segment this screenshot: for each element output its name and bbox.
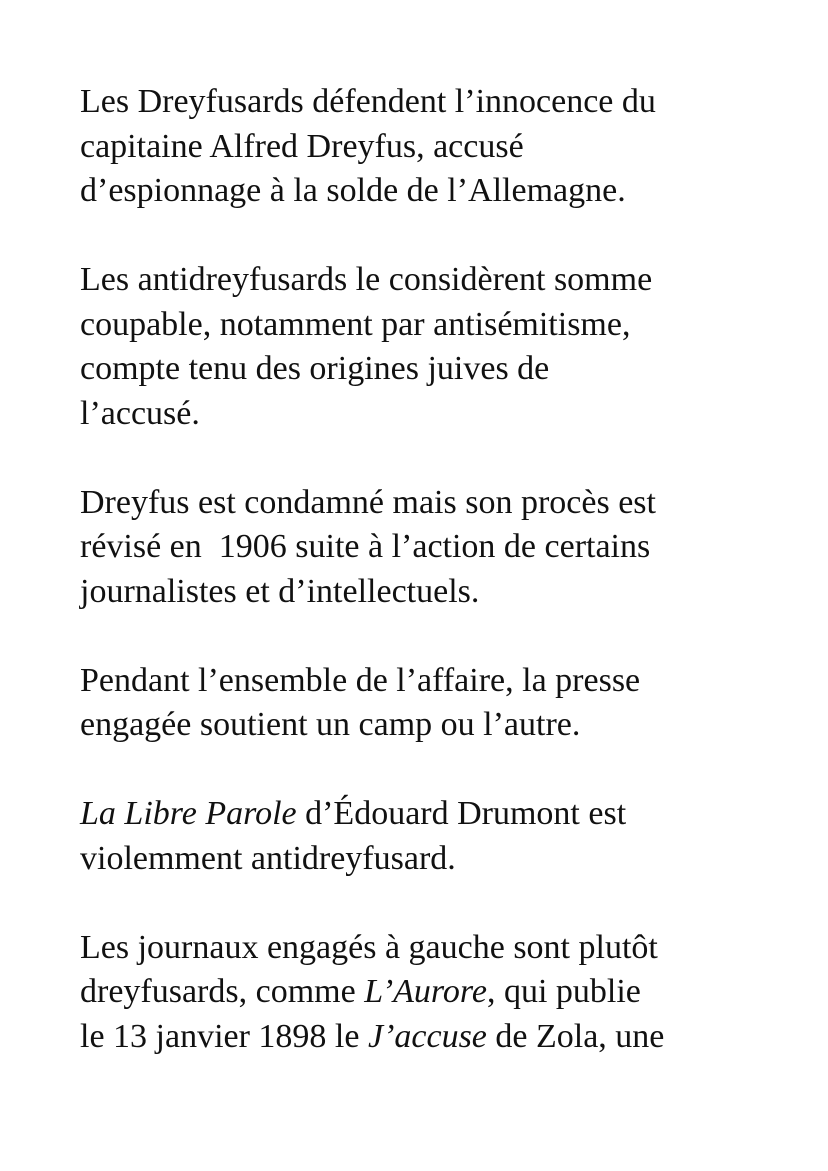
text-run: dreyfusards, comme <box>80 973 365 1010</box>
text-line <box>80 926 780 971</box>
paragraph-dreyfusards <box>80 80 780 214</box>
text-line <box>80 970 780 1015</box>
paragraph-presse <box>80 659 780 748</box>
text-run: Les antidreyfusards le considèrent somme <box>80 261 653 298</box>
newspaper-title: La Libre Parole <box>80 795 297 832</box>
text-line <box>80 1015 780 1060</box>
text-line <box>80 303 780 348</box>
text-line <box>80 169 780 214</box>
text-run: violemment antidreyfusard. <box>80 839 456 877</box>
text-line <box>80 481 780 526</box>
text-run: journalistes et d’intellectuels. <box>80 572 480 610</box>
text-run: Dreyfus est condamné mais son procès est <box>80 483 656 521</box>
text-run: compte tenu des origines juives de <box>80 350 550 387</box>
text-run: Les Dreyfusards défendent l’innocence du <box>80 83 656 120</box>
text-line <box>80 703 780 748</box>
text-run: engagée soutient un camp ou l’autre. <box>80 706 581 743</box>
text-line <box>80 80 780 125</box>
text-run: d’Édouard Drumont est <box>296 795 627 832</box>
text-run: Pendant l’ensemble de l’affaire, la presse <box>80 661 641 699</box>
text-run: Les journaux engagés à gauche sont plutôt <box>80 928 658 966</box>
text-run: capitaine Alfred Dreyfus, accusé <box>80 127 524 165</box>
newspaper-title: L’Aurore <box>364 973 487 1010</box>
text-line <box>80 392 780 437</box>
text-line <box>80 792 780 837</box>
text-run: l’accusé. <box>80 394 200 432</box>
text-line <box>80 125 780 170</box>
text-run: révisé en 1906 suite à l’action de certains <box>80 528 651 565</box>
text-line <box>80 525 780 570</box>
text-line <box>80 347 780 392</box>
text-run: coupable, notamment par antisémitisme, <box>80 305 631 343</box>
text-run: le 13 janvier 1898 le <box>80 1017 368 1055</box>
text-run: d’espionnage à la solde de l’Allemagne. <box>80 172 626 209</box>
paragraph-proces <box>80 481 780 615</box>
document-page <box>80 80 780 1104</box>
text-line <box>80 570 780 615</box>
article-title: J’accuse <box>367 1017 487 1055</box>
text-line <box>80 659 780 704</box>
text-line <box>80 258 780 303</box>
paragraph-antidreyfusards <box>80 258 780 436</box>
text-run: de Zola, une <box>486 1017 665 1055</box>
text-line <box>80 837 780 882</box>
paragraph-journaux-gauche <box>80 926 780 1060</box>
paragraph-libre-parole <box>80 792 780 881</box>
text-run: , qui publie <box>486 973 641 1010</box>
